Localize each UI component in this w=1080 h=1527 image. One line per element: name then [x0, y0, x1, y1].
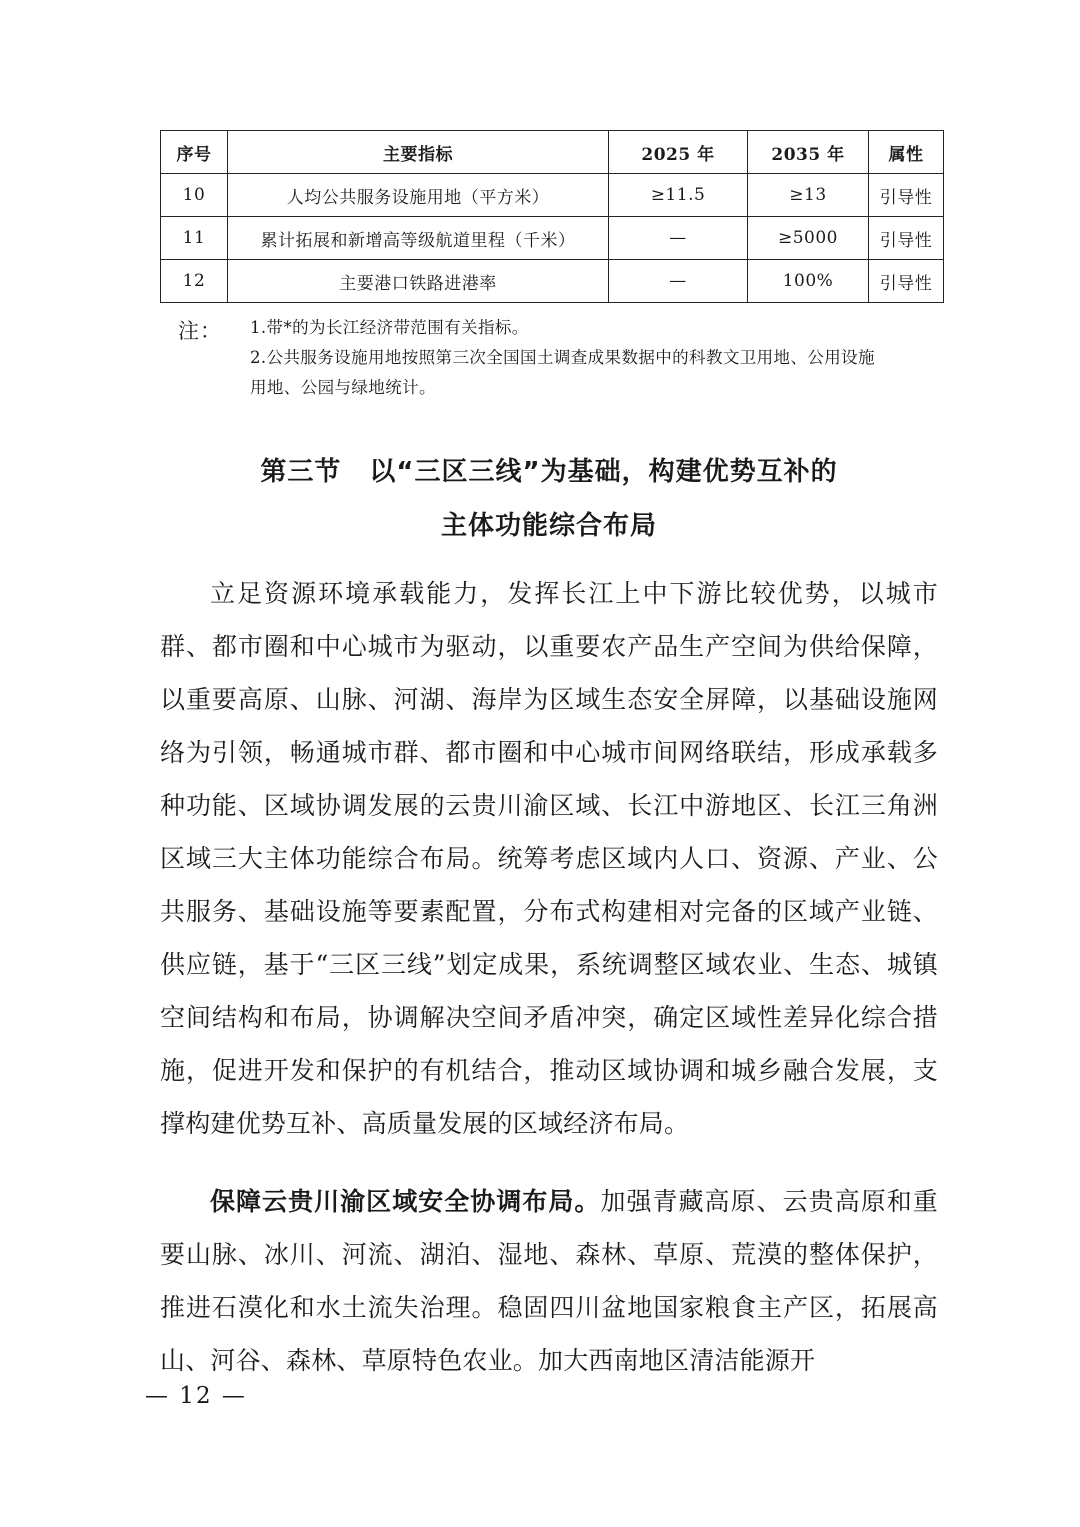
- page-number: — 12 —: [145, 1383, 247, 1409]
- cell-no: 12: [161, 260, 228, 303]
- header-cell-2025: 2025 年: [609, 131, 748, 174]
- cell-no: 10: [161, 174, 228, 217]
- cell-no: 11: [161, 217, 228, 260]
- cell-2025: —: [609, 217, 748, 260]
- cell-attr: 引导性: [869, 260, 944, 303]
- cell-2025: —: [609, 260, 748, 303]
- page-content: [160, 130, 938, 1412]
- section-heading: [160, 445, 938, 553]
- table-row: [161, 174, 944, 217]
- header-cell-2035: 2035 年: [748, 131, 869, 174]
- table-row: [161, 217, 944, 260]
- paragraph-2-lead: 保障云贵川渝区域安全协调布局。: [210, 1187, 601, 1216]
- section-title-line1: 以“三区三线”为基础，构建优势互补的: [369, 457, 838, 487]
- header-cell-attr: 属性: [869, 131, 944, 174]
- header-cell-no: 序号: [161, 131, 228, 174]
- paragraph-2-text: 加强青藏高原、云贵高原和重要山脉、冰川、河流、湖泊、湿地、森林、草原、荒漠的整体保护，推进石漠化和水土流失治理。稳固四川盆地国家粮食主产区，拓展高山、河谷、森林、草原特色农业。加大西南地区清洁能源开: [160, 1187, 938, 1375]
- cell-name: 主要港口铁路进港率: [228, 260, 609, 303]
- note-item: 2.公共服务设施用地按照第三次全国国土调查成果数据中的科教文卫用地、公用设施: [250, 348, 875, 367]
- cell-name: 累计拓展和新增高等级航道里程（千米）: [228, 217, 609, 260]
- section-number: 第三节: [260, 457, 342, 487]
- cell-2035: 100%: [748, 260, 869, 303]
- paragraph-2: [160, 1175, 938, 1387]
- table-body: [161, 174, 944, 303]
- header-cell-name: 主要指标: [228, 131, 609, 174]
- cell-2035: ≥13: [748, 174, 869, 217]
- section-title-line2: 主体功能综合布局: [440, 511, 657, 541]
- paragraph-1: 立足资源环境承载能力，发挥长江上中下游比较优势，以城市群、都市圈和中心城市为驱动，以重要农产品生产空间为供给保障，以重要高原、山脉、河湖、海岸为区域生态安全屏障，以基础设施网络为引领，畅通城市群、都市圈和中心城市间网络联结，形成承载多种功能、区域协调发展的云贵川渝区域、长江中游地区、长江三角洲区域三大主体功能综合布局。统筹考虑区域内人口、资源、产业、公共服务、基础设施等要素配置，分布式构建相对完备的区域产业链、供应链，基于“三区三线”划定成果，系统调整区域农业、生态、城镇空间结构和布局，协调解决空间矛盾冲突，确定区域性差异化综合措施，促进开发和保护的有机结合，推动区域协调和城乡融合发展，支撑构建优势互补、高质量发展的区域经济布局。: [160, 579, 938, 1138]
- cell-2025: ≥11.5: [609, 174, 748, 217]
- table-row: [161, 260, 944, 303]
- cell-attr: 引导性: [869, 217, 944, 260]
- table-notes: [160, 313, 938, 403]
- table-header-row: [161, 131, 944, 174]
- indicator-table: [160, 130, 944, 303]
- cell-2035: ≥5000: [748, 217, 869, 260]
- notes-label: 注：: [178, 319, 222, 343]
- table-header: [161, 131, 944, 174]
- note-item: 用地、公园与绿地统计。: [250, 378, 436, 397]
- cell-attr: 引导性: [869, 174, 944, 217]
- cell-name: 人均公共服务设施用地（平方米）: [228, 174, 609, 217]
- note-item: 1.带*的为长江经济带范围有关指标。: [250, 318, 529, 337]
